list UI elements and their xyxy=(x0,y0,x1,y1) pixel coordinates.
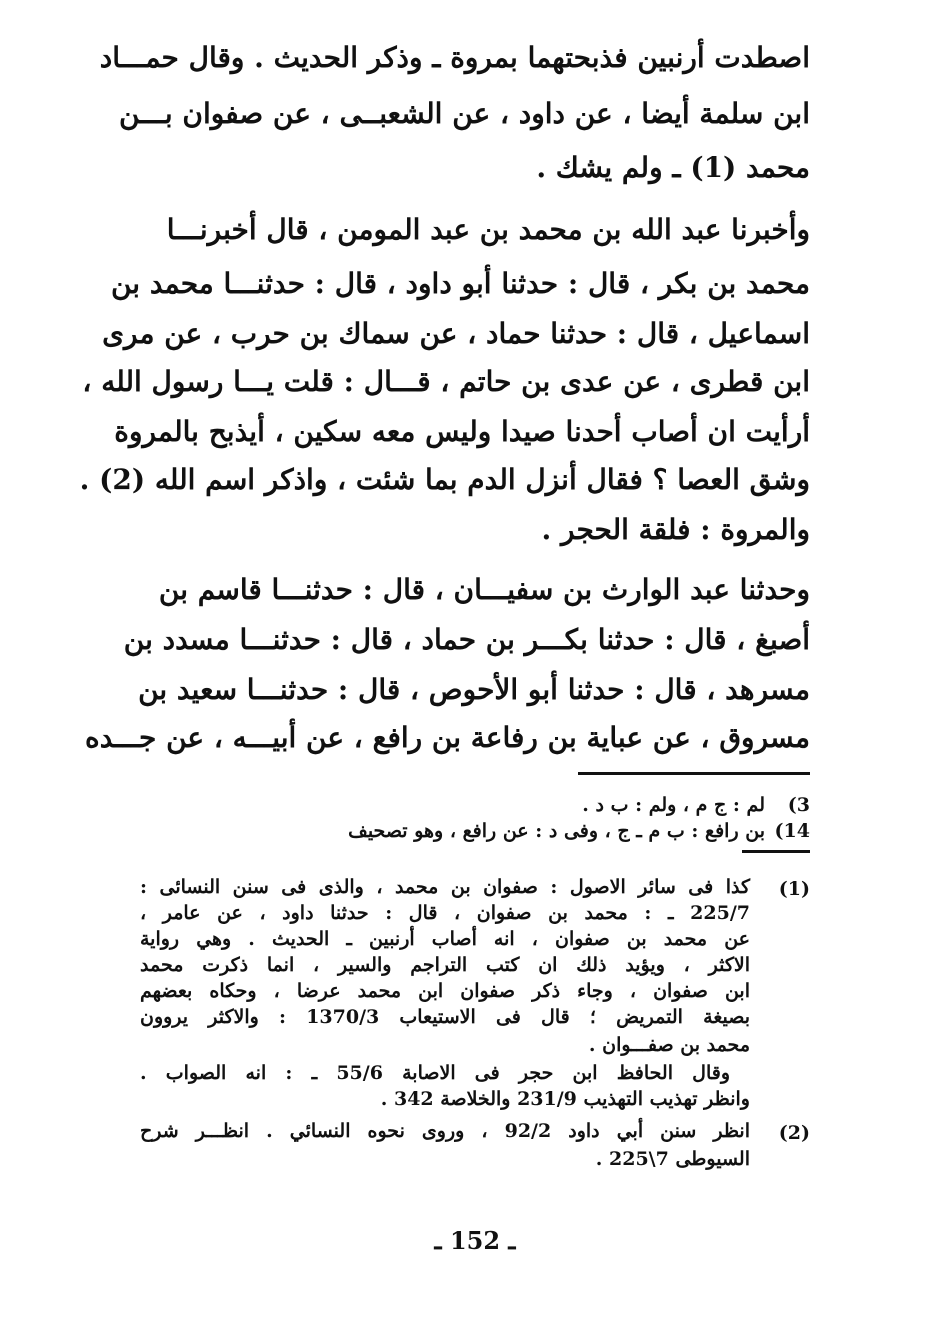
variant-note-number: 14) xyxy=(774,820,810,842)
text-line: ابن قطرى ، عن عدى بن حاتم ، قـــال : قلت يـــا رسول الله ، xyxy=(82,365,810,398)
text-line: محمد (1) ـ ولم يشك . xyxy=(536,151,810,184)
footnote-line: ابن صفوان ، وجاء ذكر صفوان ابن محمد عرضا ، وحكاه بعضهم xyxy=(140,980,750,1002)
variant-note-text: لم : ج م ، ولم : ب د . xyxy=(582,794,765,816)
footnote-number: (2) xyxy=(778,1122,810,1144)
footnotes-separator xyxy=(742,850,810,853)
variant-note-number: 3) xyxy=(787,794,810,816)
text-line: وشق العصا ؟ فقال أنزل الدم بما شئت ، واذكر اسم الله (2) . xyxy=(79,463,810,496)
footnote-line: الاكثر ، ويؤيد ذلك ان كتب التراجم والسير ، انما ذكرت محمد xyxy=(140,954,750,976)
text-line: وحدثنا عبد الوارث بن سفيـــان ، قال : حدثنـــا قاسم بن xyxy=(158,573,810,606)
footnote-line: وقال الحافظ ابن حجر فى الاصابة 55/6 ـ : انه الصواب . xyxy=(140,1062,730,1084)
text-line: محمد بن بكر ، قال : حدثنا أبو داود ، قال : حدثنـــا محمد بن xyxy=(110,267,810,300)
footnote-line: عن محمد بن صفوان ، انه أصاب أرنبين ـ الحديث . وهي رواية xyxy=(140,928,750,950)
text-line: مسرهد ، قال : حدثنا أبو الأحوص ، قال : حدثنـــا سعيد بن xyxy=(138,673,810,706)
text-line: والمروة : فلقة الحجر . xyxy=(541,513,810,546)
footnote-line: محمد بن صفـــوان . xyxy=(588,1034,750,1056)
variant-note-text: بن رافع : ب م ـ ج ، وفى د : عن رافع ، وهو تصحيف xyxy=(348,820,765,842)
footnote-line: وانظر تهذيب التهذيب 231/9 والخلاصة 342 . xyxy=(380,1088,750,1110)
footnote-line: السيوطى 7\225 . xyxy=(595,1148,750,1170)
text-line: ابن سلمة أيضا ، عن داود ، عن الشعبــى ، عن صفوان بـــن xyxy=(118,97,810,130)
footnote-line: كذا فى سائر الاصول : صفوان بن محمد ، والذى فى سنن النسائى : xyxy=(140,876,750,898)
footnote-line: انظر سنن أبي داود 92/2 ، وروى نحوه النسائي . انظـــر شرح xyxy=(140,1120,750,1142)
text-line: وأخبرنا عبد الله بن محمد بن عبد المومن ، قال أخبرنـــا xyxy=(166,213,810,246)
footnote-line: 225/7 ـ : محمد بن صفوان ، قال : حدثنا داود ، عن عامر ، xyxy=(140,902,750,924)
notes-separator xyxy=(578,772,810,775)
footnote-line: بصيغة التمريض ؛ قال فى الاستيعاب 1370/3 : والاكثر يروون xyxy=(140,1006,750,1028)
text-line: اسماعيل ، قال : حدثنا حماد ، عن سماك بن حرب ، عن مرى xyxy=(102,317,810,350)
page-number: ـ 152 ـ xyxy=(434,1226,516,1255)
text-line: اصطدت أرنبين فذبحتهما بمروة ـ وذكر الحديث . وقال حمـــاد xyxy=(99,41,810,74)
text-line: أصبغ ، قال : حدثنا بكـــر بن حماد ، قال : حدثنـــا مسدد بن xyxy=(123,623,810,656)
text-line: مسروق ، عن عباية بن رفاعة بن رافع ، عن أبيـــه ، عن جـــده xyxy=(85,721,810,754)
footnote-number: (1) xyxy=(778,878,810,900)
text-line: أرأيت ان أصاب أحدنا صيدا وليس معه سكين ، أيذبح بالمروة xyxy=(114,415,810,448)
